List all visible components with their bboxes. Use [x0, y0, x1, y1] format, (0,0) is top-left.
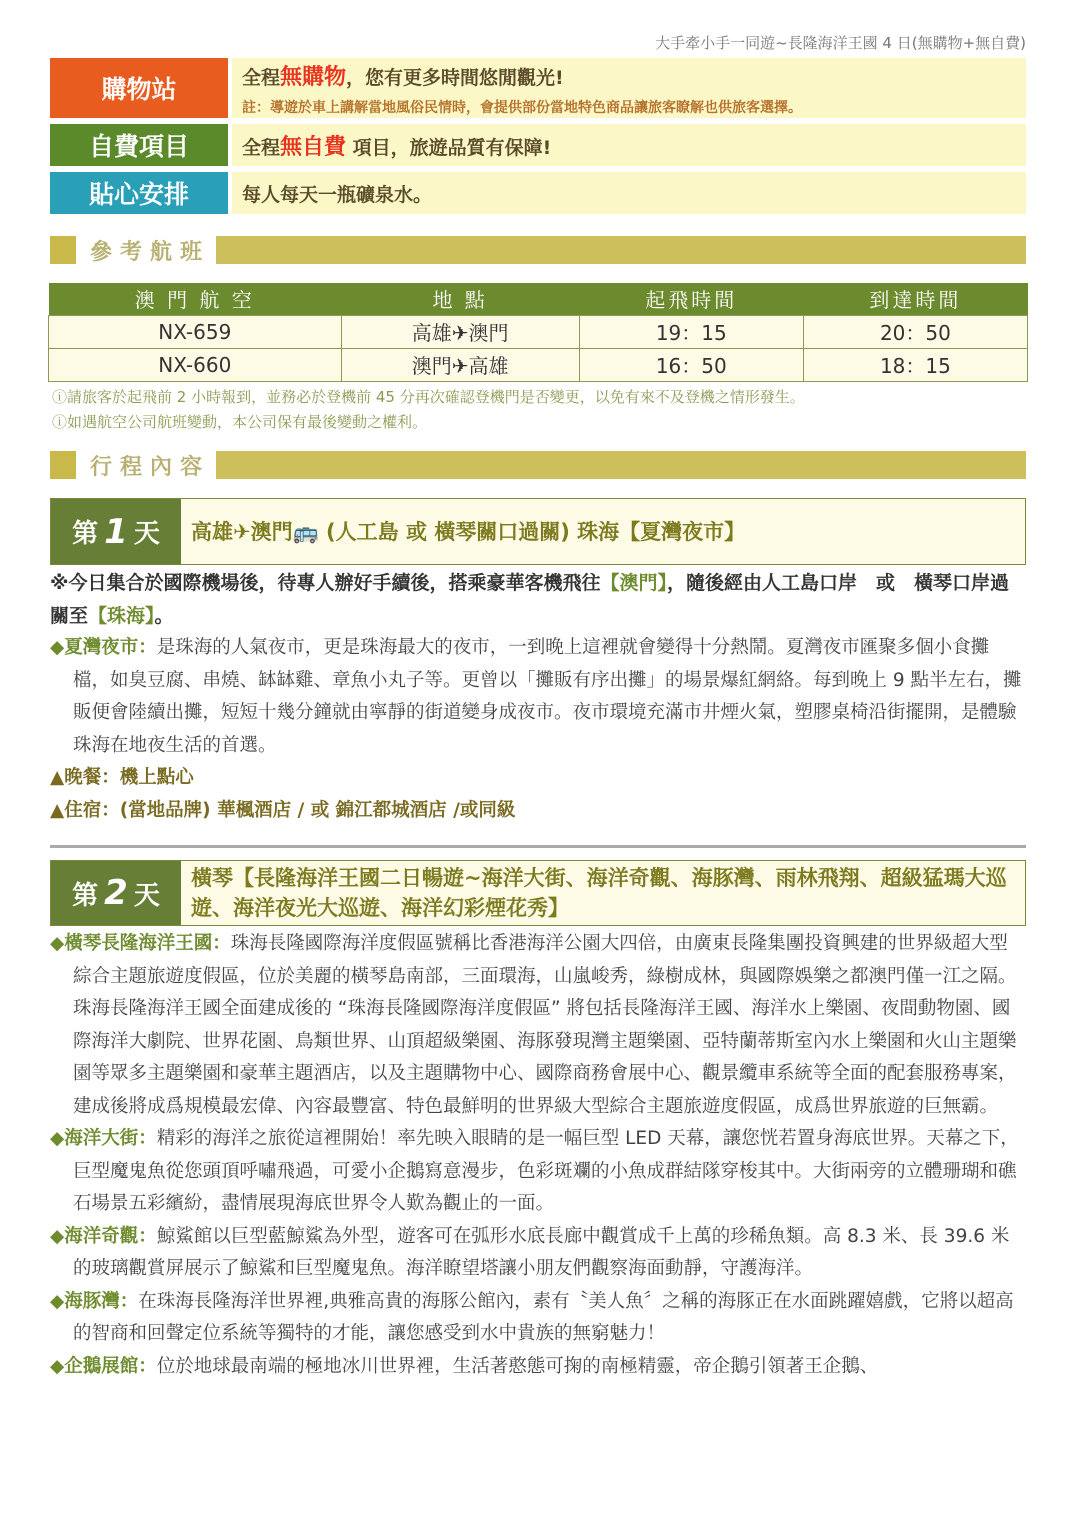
section-title: 行程內容 — [80, 451, 216, 479]
text: 每人每天一瓶礦泉水。 — [242, 183, 433, 206]
spot-name: ◆海洋奇觀： — [50, 1225, 157, 1247]
day-2-header — [50, 860, 1026, 926]
day-title: 高雄✈澳門🚌 (人工島 或 橫琴關口過關) 珠海【夏灣夜市】 — [181, 499, 1025, 564]
day-number: 1 — [104, 511, 128, 552]
feature-label: 自費項目 — [50, 124, 228, 166]
spot-text: 位於地球最南端的極地冰川世界裡，生活著憨態可掬的南極精靈，帝企鵝引領著王企鵝、 — [156, 1355, 879, 1377]
spot-name: ◆海豚灣： — [50, 1290, 139, 1312]
day-title: 橫琴【長隆海洋王國二日暢遊~海洋大街、海洋奇觀、海豚灣、雨林飛翔、超級猛瑪大巡遊、海洋夜光大巡遊、海洋幻彩煙花秀】 — [181, 861, 1025, 925]
flight-note: ⓘ請旅客於起飛前 2 小時報到，並務必於登機前 45 分再次確認登機門是否變更，以免有來不及登機之情形發生。 — [52, 388, 805, 406]
cell: NX-660 — [49, 348, 342, 381]
text: 全程 — [242, 136, 281, 159]
highlight: 無購物 — [280, 64, 347, 90]
col-header: 地 點 — [341, 283, 579, 315]
spot-text: 鯨鯊館以巨型藍鯨鯊為外型，遊客可在弧形水底長廊中觀賞成千上萬的珍稀魚類。高 8.3 米、長 39.6 米的玻璃觀賞屏展示了鯨鯊和巨型魔鬼魚。海洋瞭望塔讓小朋友們觀察海面動靜，守護海洋。 — [73, 1225, 1010, 1279]
day-2-body — [50, 928, 1026, 1383]
flights-table — [48, 283, 1028, 382]
flight-note: ⓘ如遇航空公司航班變動，本公司保有最後變動之權利。 — [52, 413, 428, 431]
spot-text: 在珠海長隆海洋世界裡,典雅高貴的海豚公館內，素有〝美人魚〞之稱的海豚正在水面跳躍嬉戲，它將以超高的智商和回聲定位系統等獨特的才能，讓您感受到水中貴族的無窮魅力！ — [73, 1290, 1014, 1344]
text: ※今日集合於國際機場後，待專人辦好手續後，搭乘豪華客機飛往 — [50, 572, 601, 594]
section-itinerary — [50, 451, 1026, 479]
text: 全程 — [242, 66, 281, 89]
hotel: ▲住宿：(當地品牌) 華楓酒店 / 或 錦江都城酒店 /或同級 — [50, 799, 516, 821]
spot-name: ◆企鵝展館： — [50, 1355, 157, 1377]
col-header: 澳 門 航 空 — [49, 283, 342, 315]
spot-text: 是珠海的人氣夜市，更是珠海最大的夜市，一到晚上這裡就會變得十分熱鬧。夏灣夜市匯聚多個小食攤檔，如臭豆腐、串燒、缽缽雞、章魚小丸子等。更曾以「攤販有序出攤」的場景爆紅網絡。每到晚上 9 點半左右，攤販便會陸續出攤，短短十幾分鐘就由寧靜的街道變身成夜市。夜市環境充滿市井煙火氣，塑膠桌椅沿街擺開，是體驗珠海在地夜生活的首選。 — [73, 637, 1022, 756]
section-title: 參考航班 — [80, 236, 216, 264]
spot-name: ◆海洋大街： — [50, 1128, 157, 1149]
cell: 16：50 — [579, 348, 803, 381]
feature-care — [50, 172, 1026, 214]
text: 【珠海】 — [88, 604, 155, 627]
col-header: 到達時間 — [803, 283, 1027, 315]
document-header: 大手牽小手一同遊~長隆海洋王國 4 日(無購物+無自費) — [655, 34, 1026, 52]
note: 註：導遊於車上講解當地風俗民情時，會提供部份當地特色商品讓旅客瞭解也供旅客選擇。 — [242, 99, 802, 116]
cell: 澳門✈高雄 — [341, 348, 579, 381]
highlight: 無自費 — [280, 134, 347, 160]
day-label: 第 — [72, 880, 99, 911]
spot-name: ◆夏灣夜市： — [50, 637, 157, 658]
text: ，隨後經由人工島口岸 或 橫琴口岸過關至 — [50, 572, 1010, 627]
feature-shopping — [50, 58, 1026, 118]
section-flights — [50, 236, 1026, 264]
day-number: 2 — [104, 873, 128, 913]
divider — [50, 845, 1026, 848]
cell: NX-659 — [49, 315, 342, 348]
day-1-header — [50, 498, 1026, 565]
spot-text: 精彩的海洋之旅從這裡開始！率先映入眼睛的是一幅巨型 LED 天幕，讓您恍若置身海底世界。天幕之下，巨型魔鬼魚從您頭頂呼嘯飛過，可愛小企鵝寫意漫步，色彩斑斕的小魚成群結隊穿梭其中。大街兩旁的立體珊瑚和礁石場景五彩繽紛，盡情展現海底世界令人歎為觀止的一面。 — [73, 1128, 1019, 1214]
day-label: 天 — [133, 880, 160, 911]
table-row — [49, 348, 1028, 381]
feature-label: 貼心安排 — [50, 172, 228, 214]
table-row — [49, 315, 1028, 348]
day-label: 第 — [72, 519, 99, 549]
day-label: 天 — [133, 519, 160, 549]
cell: 18：15 — [803, 348, 1027, 381]
cell: 20：50 — [803, 315, 1027, 348]
text: ，您有更多時間悠閒觀光! — [346, 66, 564, 89]
day-1-body — [50, 567, 1026, 827]
meal: ▲晚餐：機上點心 — [50, 767, 194, 788]
cell: 高雄✈澳門 — [341, 315, 579, 348]
text: 。 — [154, 604, 174, 627]
text: 項目，旅遊品質有保障! — [346, 136, 552, 159]
spot-text: 珠海長隆國際海洋度假區號稱比香港海洋公園大四倍，由廣東長隆集團投資興建的世界級超大型綜合主題旅遊度假區，位於美麗的橫琴島南部，三面環海，山嵐峻秀，綠樹成林，與國際娛樂之都澳門僅一江之隔。珠海長隆海洋王國全面建成後的 “珠海長隆國際海洋度假區” 將包括長隆海洋王國、海洋水上樂園、夜間動物園、國際海洋大劇院、世界花園、鳥類世界、山頂超級樂園、海豚發現灣主題樂園、亞特蘭蒂斯室內水上樂園和火山主題樂園等眾多主題樂園和豪華主題酒店，以及主題購物中心、國際商務會展中心、觀景纜車系統等全面的配套服務專案，建成後將成爲規模最宏偉、內容最豐富、特色最鮮明的世界級大型綜合主題旅遊度假區，成爲世界旅遊的巨無霸。 — [73, 933, 1017, 1117]
spot-name: ◆橫琴長隆海洋王國： — [50, 933, 231, 954]
col-header: 起飛時間 — [579, 283, 803, 315]
cell: 19：15 — [579, 315, 803, 348]
feature-self-pay — [50, 124, 1026, 166]
feature-label: 購物站 — [50, 58, 228, 118]
text: 【澳門】 — [600, 572, 667, 594]
